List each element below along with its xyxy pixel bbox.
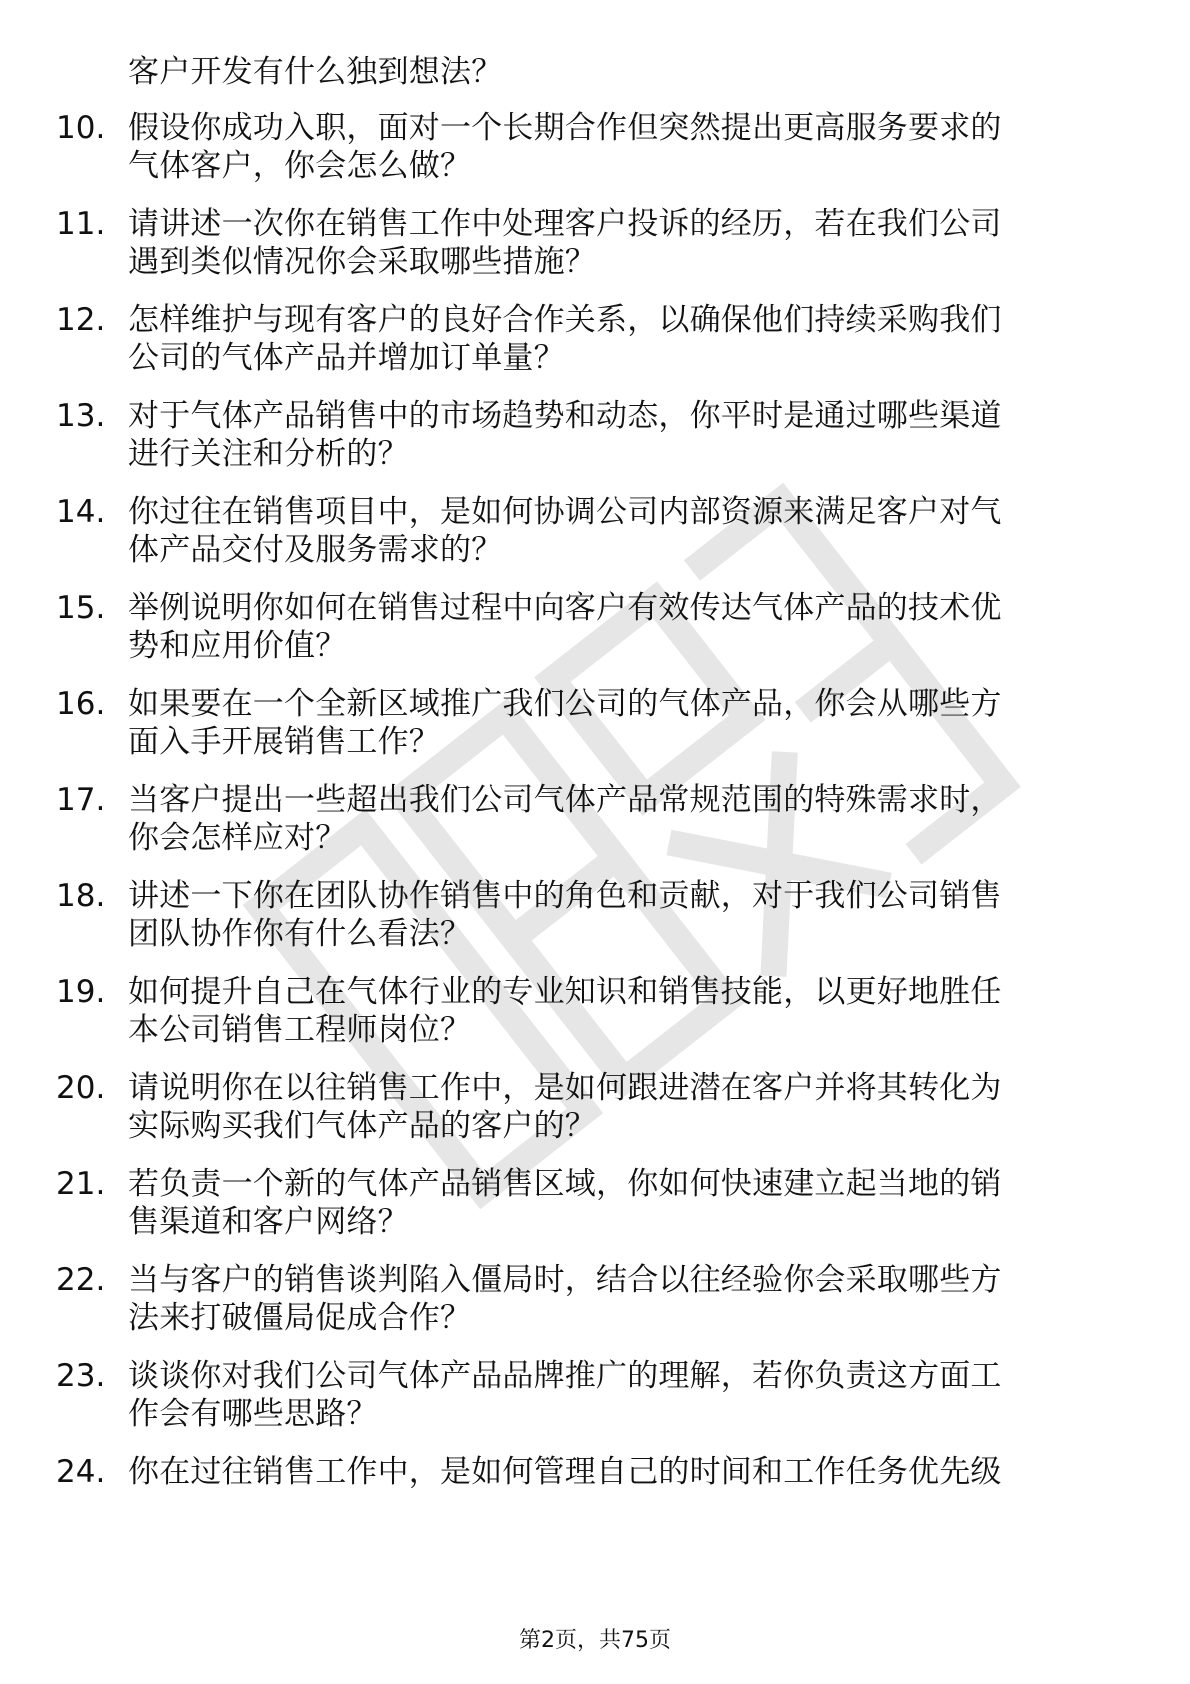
question-text-line: 遇到类似情况你会采取哪些措施？ xyxy=(128,244,596,280)
question-number: 23. xyxy=(56,1358,106,1394)
question-text-line: 法来打破僵局促成合作？ xyxy=(128,1300,472,1336)
question-number: 11. xyxy=(56,206,106,242)
question-text-line: 若负责一个新的气体产品销售区域，你如何快速建立起当地的销 xyxy=(128,1166,1002,1202)
page-footer: 第2页，共75页 xyxy=(519,1628,671,1653)
question-text-line: 面入手开展销售工作？ xyxy=(128,724,440,760)
question-text-line: 请讲述一次你在销售工作中处理客户投诉的经历，若在我们公司 xyxy=(128,206,1002,242)
question-text-line: 怎样维护与现有客户的良好合作关系，以确保他们持续采购我们 xyxy=(128,302,1002,338)
question-text-line: 你会怎样应对？ xyxy=(128,820,347,856)
question-text-line: 公司的气体产品并增加订单量？ xyxy=(128,340,565,376)
question-number: 12. xyxy=(56,302,106,338)
question-number: 13. xyxy=(56,398,106,434)
question-number: 15. xyxy=(56,590,106,626)
question-text-line: 当客户提出一些超出我们公司气体产品常规范围的特殊需求时， xyxy=(128,782,1002,818)
question-number: 18. xyxy=(56,878,106,914)
question-text-line: 你过往在销售项目中，是如何协调公司内部资源来满足客户对气 xyxy=(128,494,1002,530)
question-text-line: 如果要在一个全新区域推广我们公司的气体产品，你会从哪些方 xyxy=(128,686,1002,722)
question-text-line: 体产品交付及服务需求的？ xyxy=(128,532,503,568)
question-text-line: 气体客户，你会怎么做？ xyxy=(128,148,472,184)
question-number: 22. xyxy=(56,1262,106,1298)
question-text-line: 如何提升自己在气体行业的专业知识和销售技能，以更好地胜任 xyxy=(128,974,1002,1010)
question-number: 10. xyxy=(56,110,106,146)
question-text-line: 你在过往销售工作中，是如何管理自己的时间和工作任务优先级 xyxy=(128,1454,1002,1490)
question-text-line: 进行关注和分析的？ xyxy=(128,436,409,472)
question-text-line: 本公司销售工程师岗位？ xyxy=(128,1012,472,1048)
question-text-line: 请说明你在以往销售工作中，是如何跟进潜在客户并将其转化为 xyxy=(128,1070,1002,1106)
question-number: 14. xyxy=(56,494,106,530)
question-text-line: 当与客户的销售谈判陷入僵局时，结合以往经验你会采取哪些方 xyxy=(128,1262,1002,1298)
question-number: 20. xyxy=(56,1070,106,1106)
question-text-line: 对于气体产品销售中的市场趋势和动态，你平时是通过哪些渠道 xyxy=(128,398,1002,434)
question-text-line: 势和应用价值？ xyxy=(128,628,347,664)
question-number: 24. xyxy=(56,1454,106,1490)
question-text-line: 作会有哪些思路？ xyxy=(128,1396,378,1432)
question-number: 21. xyxy=(56,1166,106,1202)
question-text-line: 假设你成功入职，面对一个长期合作但突然提出更高服务要求的 xyxy=(128,110,1002,146)
question-text-line: 售渠道和客户网络？ xyxy=(128,1204,409,1240)
question-text-line: 团队协作你有什么看法？ xyxy=(128,916,472,952)
question-text-line: 讲述一下你在团队协作销售中的角色和贡献，对于我们公司销售 xyxy=(128,878,1002,914)
question-text-line: 实际购买我们气体产品的客户的？ xyxy=(128,1108,596,1144)
question-number: 16. xyxy=(56,686,106,722)
question-number: 19. xyxy=(56,974,106,1010)
continuation-line: 客户开发有什么独到想法？ xyxy=(128,54,503,90)
question-text-line: 谈谈你对我们公司气体产品品牌推广的理解，若你负责这方面工 xyxy=(128,1358,1002,1394)
question-number: 17. xyxy=(56,782,106,818)
question-text-line: 举例说明你如何在销售过程中向客户有效传达气体产品的技术优 xyxy=(128,590,1002,626)
